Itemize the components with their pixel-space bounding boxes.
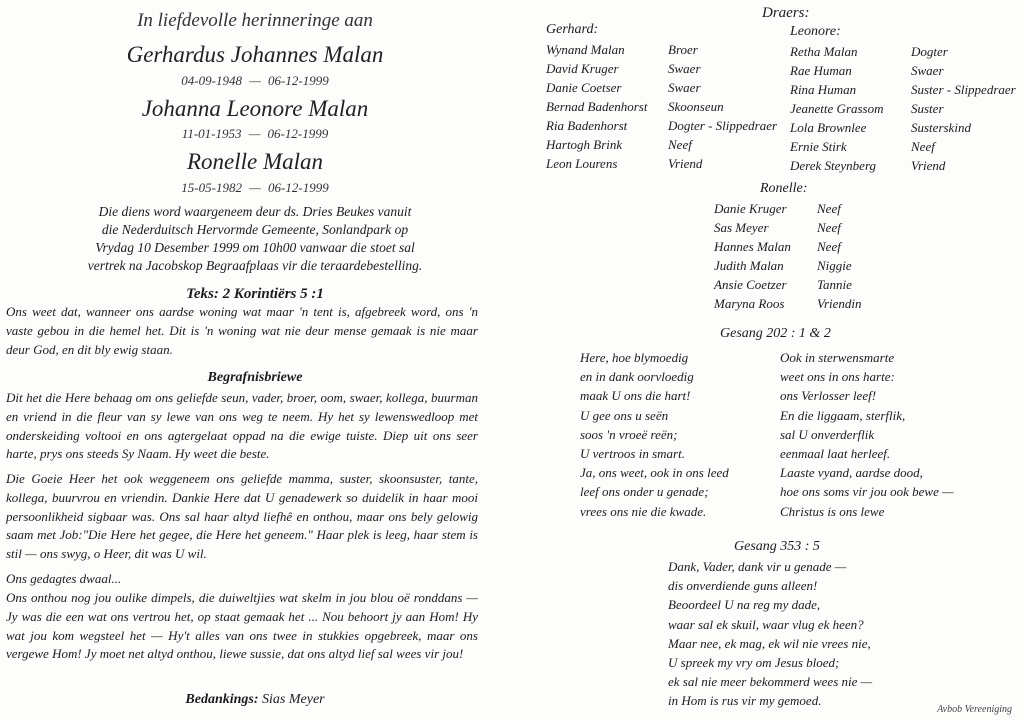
bearer-name: Retha Malan xyxy=(790,44,858,59)
hymn-2-title: Gesang 353 : 5 xyxy=(734,539,820,554)
bearer-name: Rae Human xyxy=(790,63,852,78)
bearer-relation: Neef xyxy=(817,239,841,254)
bearer-row xyxy=(790,42,1016,61)
bearer-relation: Tannie xyxy=(817,277,852,292)
bearer-relation: Swaer xyxy=(668,61,701,76)
intro-line: In liefdevolle herinneringe aan xyxy=(137,10,373,31)
hymn-line: Here, hoe blymoedig xyxy=(580,350,689,365)
bearer-name: Jeanette Grassom xyxy=(790,101,884,116)
letters-heading: Begrafnisbriewe xyxy=(207,370,303,385)
hymn-line: hoe ons soms vir jou ook bewe — xyxy=(780,484,954,500)
service-details xyxy=(50,203,460,275)
hymn-line: vrees ons nie die kwade. xyxy=(580,503,707,519)
bearer-relation: Neef xyxy=(817,201,841,216)
bearer-relation: Vriendin xyxy=(817,296,862,311)
bearer-relation: Swaer xyxy=(668,80,701,95)
ronelle-bearers xyxy=(714,199,862,313)
bearer-name: Hartogh Brink xyxy=(546,137,623,152)
bearer-relation: Suster xyxy=(911,101,944,116)
person-name: Gerhardus Johannes Malan xyxy=(126,42,384,67)
bearer-row xyxy=(790,61,1016,80)
bearer-relation: Suster - Slippedraer xyxy=(911,82,1016,97)
bearer-row xyxy=(714,294,862,313)
service-line: die Nederduitsch Hervormde Gemeente, Sonlandpark op xyxy=(101,222,409,237)
bearer-name: Ria Badenhorst xyxy=(546,118,628,133)
bearer-name: Ernie Stirk xyxy=(790,139,847,154)
bearer-relation: Swaer xyxy=(911,63,944,78)
hymn-line: soos 'n vroeë reën; xyxy=(580,426,678,442)
bearer-name: Danie Kruger xyxy=(714,201,787,216)
hymn-line: Beoordeel U na reg my dade, xyxy=(668,597,821,613)
bearer-row xyxy=(790,156,1016,175)
bearer-relation: Susterskind xyxy=(911,120,971,135)
bearer-row xyxy=(790,137,1016,156)
bearer-name: Bernad Badenhorst xyxy=(546,99,648,114)
bearer-row xyxy=(546,135,777,154)
bearer-relation: Broer xyxy=(668,42,698,57)
bearer-row xyxy=(546,97,777,116)
bearer-name: Judith Malan xyxy=(714,258,784,273)
hymn-2-verse xyxy=(668,557,872,711)
bearer-relation: Neef xyxy=(911,139,935,154)
bearer-row xyxy=(714,237,862,256)
bearer-name: David Kruger xyxy=(546,61,619,76)
birth-date: 11-01-1953 xyxy=(181,126,242,141)
hymn-1-verse-2 xyxy=(780,348,954,521)
hymn-line: U vertroos in smart. xyxy=(580,446,685,462)
bearer-row xyxy=(714,199,862,218)
bearer-relation: Skoonseun xyxy=(668,99,724,114)
person-dates xyxy=(0,180,510,196)
hymn-line: Ja, ons weet, ook in ons leed xyxy=(580,465,729,481)
service-line: Vrydag 10 Desember 1999 om 10h00 vanwaar die stoet sal xyxy=(95,240,415,255)
hymn-line: leef ons onder u genade; xyxy=(580,484,709,500)
hymn-line: ek sal nie meer bekommerd wees nie — xyxy=(668,674,873,690)
service-line: Die diens word waargeneem deur ds. Dries Beukes vanuit xyxy=(98,204,412,219)
bearer-relation: Dogter xyxy=(911,44,948,59)
bearer-name: Sas Meyer xyxy=(714,220,769,235)
bearer-name: Rina Human xyxy=(790,82,857,97)
hymn-line: eenmaal laat herleef. xyxy=(780,446,891,462)
hymn-line: dis onverdiende guns alleen! xyxy=(668,578,818,594)
leonore-bearers xyxy=(790,42,1016,175)
person-name: Johanna Leonore Malan xyxy=(141,96,369,121)
hymn-line: En die liggaam, sterflik, xyxy=(780,407,906,423)
letter-paragraph: Ons onthou nog jou oulike dimpels, die duiweltjies wat skelm in jou blou oë ronddans — Jy was die een wat ons vertrou het, op staat gemaak het ... Nou behoort jy aan Hom! Hy wat jou kom wegsteel het — Hy't alles van ons twee in stukkies opgebreek, maar ons vergewe Hom! Jy moet net altyd onthou, liewe sussie, dat ons altyd lief sal wees vir jou! xyxy=(6,590,478,662)
bearer-relation: Neef xyxy=(668,137,692,152)
person-dates xyxy=(0,73,510,89)
bearer-relation: Vriend xyxy=(911,158,946,173)
hymn-line: U gee ons u seën xyxy=(580,407,669,423)
death-date: 06-12-1999 xyxy=(268,180,329,195)
thanks-name: Sias Meyer xyxy=(262,692,325,707)
bearer-row xyxy=(546,154,777,173)
date-separator: — xyxy=(249,180,261,195)
hymn-line: in Hom is rus vir my gemoed. xyxy=(668,693,822,709)
letter-paragraph: Dit het die Here behaag om ons geliefde seun, vader, broer, oom, swaer, kollega, buurman en vriend in die fleur van sy lewe van ons weg te neem. Hy het sy lewenswedloop met onderskeiding voltooi en ons agtergelaat oppad na die ewige tuiste. Diep uit ons seer harte, prys ons steeds Sy Naam. Hy weet die beste. xyxy=(6,390,478,462)
date-separator: — xyxy=(249,73,261,88)
bearer-name: Derek Steynberg xyxy=(790,158,877,173)
gerhard-bearers xyxy=(546,40,777,173)
death-date: 06-12-1999 xyxy=(268,73,329,88)
bearer-row xyxy=(790,80,1016,99)
bearers-title: Draers: xyxy=(762,5,810,21)
hymn-line: U spreek my vry om Jesus bloed; xyxy=(668,655,840,671)
hymn-line: Christus is ons lewe xyxy=(780,503,885,519)
letter-title: Ons gedagtes dwaal... xyxy=(6,571,122,586)
ronelle-title: Ronelle: xyxy=(760,181,808,196)
bearer-row xyxy=(790,99,1016,118)
leonore-title: Leonore: xyxy=(790,24,841,39)
bearer-row xyxy=(714,256,862,275)
birth-date: 04-09-1948 xyxy=(181,73,242,88)
letter-paragraph: Die Goeie Heer het ook weggeneem ons geliefde mamma, suster, skoonsuster, tante, kollega, buurvrou en vriendin. Dankie Here dat U genadewerk so duidelik in haar mooi persoonlikheid sigbaar was. Ons sal haar altyd liefhê en onthou, maar ons bely gelowig saam met Job:"Die Here het gegee, die Here het geneem." Haar plek is leeg, haar stem is stil — ons swyg, o Heer, dit was U wil. xyxy=(6,471,478,562)
hymn-1-verse-1 xyxy=(580,348,729,521)
service-line: vertrek na Jacobskop Begraafplaas vir die teraardebestelling. xyxy=(87,258,423,273)
thanks-label: Bedankings: xyxy=(185,692,259,707)
hymn-line: Maar nee, ek mag, ek wil nie vrees nie, xyxy=(668,635,871,651)
bearer-name: Ansie Coetzer xyxy=(714,277,787,292)
bearer-row xyxy=(546,59,777,78)
hymn-line: Dank, Vader, dank vir u genade — xyxy=(668,559,847,574)
footer-note: Avbob Vereeniging xyxy=(937,704,1012,715)
bearer-name: Lola Brownlee xyxy=(790,120,867,135)
bearer-row xyxy=(714,275,862,294)
bearer-row xyxy=(790,118,1016,137)
hymn-line: Laaste vyand, aardse dood, xyxy=(780,465,923,481)
scripture-heading: Teks: 2 Korintiërs 5 :1 xyxy=(186,286,324,302)
bearer-name: Maryna Roos xyxy=(714,296,785,311)
bearer-row xyxy=(714,218,862,237)
person-dates xyxy=(0,126,510,142)
bearer-relation: Dogter - Slippedraer xyxy=(668,118,778,133)
bearer-relation: Neef xyxy=(817,220,841,235)
left-page xyxy=(0,0,510,720)
bearer-relation: Vriend xyxy=(668,156,703,171)
bearer-relation: Niggie xyxy=(817,258,852,273)
hymn-line: weet ons in ons harte: xyxy=(780,369,895,385)
hymn-line: sal U onverderflik xyxy=(780,426,875,442)
death-date: 06-12-1999 xyxy=(267,126,329,141)
bearer-name: Danie Coetser xyxy=(546,80,622,95)
bearer-name: Leon Lourens xyxy=(546,156,618,171)
hymn-line: Ook in sterwensmarte xyxy=(780,350,895,365)
hymn-line: ons Verlosser leef! xyxy=(780,388,877,404)
person-name: Ronelle Malan xyxy=(186,149,324,174)
scripture-paragraph: Ons weet dat, wanneer ons aardse woning wat maar 'n tent is, afgebreek word, ons 'n vaste gebou in die hemel het. Dit is 'n woning wat nie deur mense gemaak is nie maar deur God, en dit bly ewig staan. xyxy=(6,304,478,357)
hymn-line: en in dank oorvloedig xyxy=(580,369,694,385)
bearer-row xyxy=(546,40,777,59)
birth-date: 15-05-1982 xyxy=(181,180,242,195)
right-page xyxy=(512,0,1024,720)
acknowledgements xyxy=(0,692,510,708)
bearer-row xyxy=(546,78,777,97)
hymn-line: maak U ons die hart! xyxy=(580,388,691,404)
date-separator: — xyxy=(248,126,261,141)
hymn-1-title: Gesang 202 : 1 & 2 xyxy=(720,326,831,341)
bearer-row xyxy=(546,116,777,135)
hymn-line: waar sal ek skuil, waar vlug ek heen? xyxy=(668,616,864,632)
bearer-name: Hannes Malan xyxy=(714,239,791,254)
gerhard-title: Gerhard: xyxy=(546,22,599,37)
bearer-name: Wynand Malan xyxy=(546,42,625,57)
